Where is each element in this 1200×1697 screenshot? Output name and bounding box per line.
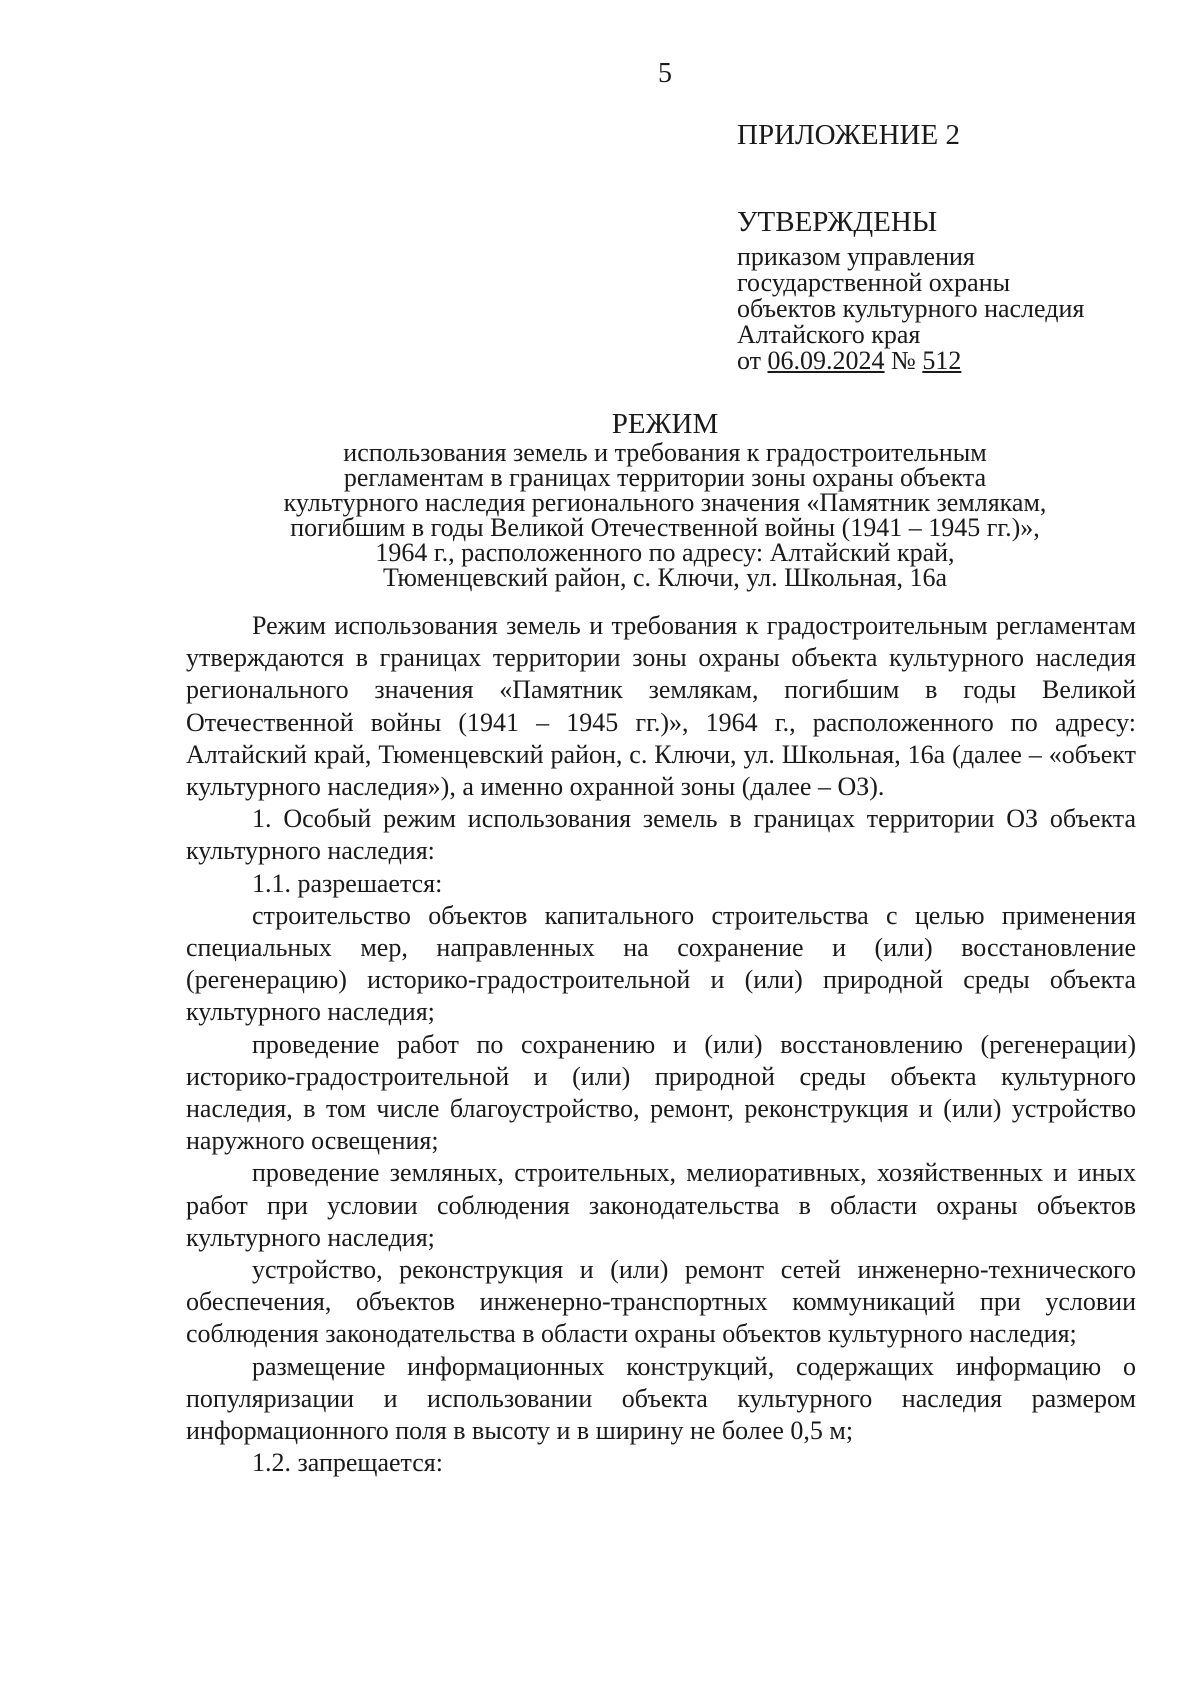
page-number: 5 — [658, 58, 672, 89]
order-number: 512 — [922, 345, 962, 375]
order-date: 06.09.2024 — [767, 345, 885, 375]
body-paragraph: 1.1. разрешается: — [252, 868, 443, 898]
approval-line-1: приказом управления — [737, 241, 975, 271]
date-prefix: от — [737, 345, 768, 375]
regime-subtitle-line-3: культурного наследия регионального значения «Памятник землякам, — [283, 488, 1047, 517]
body-paragraph: 1.2. запрещается: — [252, 1448, 443, 1478]
regime-subtitle-line-5: 1964 г., расположенного по адресу: Алтайский край, — [375, 538, 955, 567]
annex-title: ПРИЛОЖЕНИЕ 2 — [737, 119, 960, 151]
order-date-line — [737, 345, 1167, 375]
regime-subtitle-line-1: использования земель и требования к градостроительным — [343, 438, 987, 467]
approved-title: УТВЕРЖДЕНЫ — [737, 205, 938, 238]
regime-heading — [0, 408, 1200, 590]
document-body — [186, 610, 1136, 1479]
approval-line-2: государственной охраны — [737, 267, 1011, 297]
body-paragraph: размещение информационных конструкций, содержащих информацию о популяризации и использовании объекта культурного наследия размером информационного поля в высоту и в ширину не более 0,5 м; — [186, 1351, 1136, 1446]
regime-subtitle-line-2: регламентам в границах территории зоны охраны объекта — [343, 463, 987, 492]
body-paragraph: проведение работ по сохранению и (или) восстановлению (регенерации) историко-градостроительной и (или) природной среды объекта культурного наследия, в том числе благоустройство, ремонт, реконструкция и (или) устройство наружного освещения; — [186, 1029, 1136, 1156]
body-paragraph: строительство объектов капитального строительства с целью применения специальных мер, направленных на сохранение и (или) восстановление (регенерацию) историко-градостроительной и (или) природной среды объекта культурного наследия; — [186, 900, 1136, 1027]
body-paragraph: проведение земляных, строительных, мелиоративных, хозяйственных и иных работ при условии соблюдения законодательства в области охраны объектов культурного наследия; — [186, 1158, 1136, 1252]
approval-block — [737, 118, 1167, 374]
regime-title: РЕЖИМ — [611, 408, 719, 440]
number-prefix: № — [884, 345, 923, 375]
regime-subtitle-line-4: погибшим в годы Великой Отечественной войны (1941 – 1945 гг.)», — [290, 513, 1040, 542]
approval-line-4: Алтайского края — [737, 319, 921, 349]
approval-line-3: объектов культурного наследия — [737, 293, 1085, 323]
body-paragraph: устройство, реконструкция и (или) ремонт сетей инженерно-технического обеспечения, объектов инженерно-транспортных коммуникаций при условии соблюдения законодательства в области охраны объектов культурного наследия; — [186, 1255, 1136, 1349]
body-paragraph: Режим использования земель и требования к градостроительным регламентам утверждаются в границах территории зоны охраны объекта культурного наследия регионального значения «Памятник землякам, погибшим в годы Великой Отечественной войны (1941 – 1945 гг.)», 1964 г., расположенного по адресу: Алтайский край, Тюменцевский район, с. Ключи, ул. Школьная, 16а (далее – «объект культурного наследия»), а именно охранной зоны (далее – ОЗ). — [186, 611, 1136, 802]
body-paragraph: 1. Особый режим использования земель в границах территории ОЗ объекта культурного наследия: — [186, 804, 1136, 866]
regime-subtitle-line-6: Тюменцевский район, с. Ключи, ул. Школьная, 16а — [382, 563, 948, 592]
